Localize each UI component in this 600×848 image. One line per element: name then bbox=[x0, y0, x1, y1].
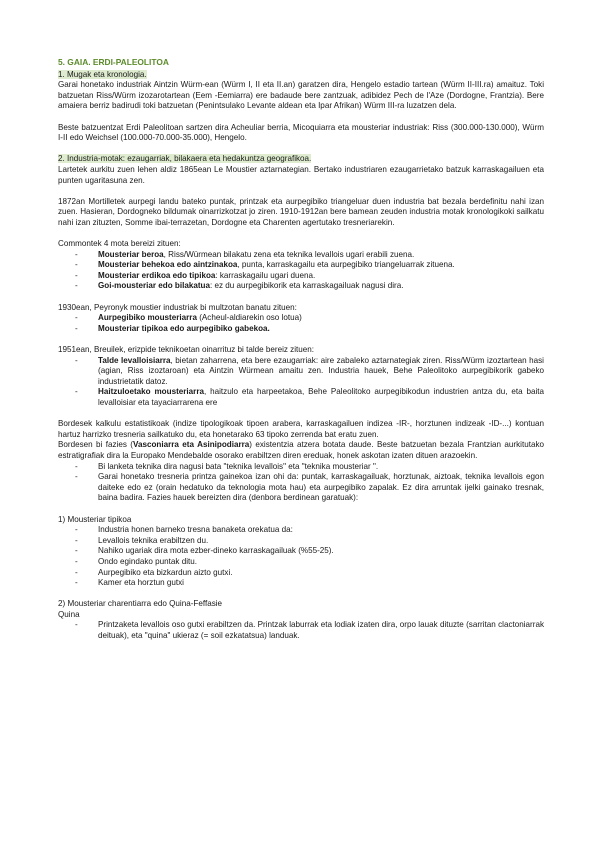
list-item: - Mousteriar tipikoa edo aurpegibiko gabekoa. bbox=[88, 324, 544, 335]
section-1-heading: 1. Mugak eta kronologia. bbox=[58, 69, 147, 79]
tipikoa-list bbox=[58, 525, 544, 589]
list-item: - Industria honen barneko tresna banaketa orekatua da: bbox=[88, 525, 544, 536]
commont-intro: Commontek 4 mota bereizi zituen: bbox=[58, 239, 181, 249]
bordes-list bbox=[58, 462, 544, 504]
quina-list bbox=[58, 620, 544, 641]
chapter-title: 5. GAIA. ERDI-PALEOLITOA bbox=[58, 57, 169, 67]
bordes-paragraph-1: Bordesek kalkulu estatistikoak (indize tipologikoak tipoen arabera, karraskagailuen indizea -IR-, horztunen indizeak -ID-...) kontuan hartuz harrizko tresneria sailkatuko du, eta honetarako 63 tipoko zerrenda bat eratu zuen. bbox=[58, 419, 544, 439]
list-item: - Mousteriar beroa, Riss/Würmean bilakatu zena eta teknika levallois ugari erabili zuena. bbox=[88, 250, 544, 261]
list-item: - Talde levalloisiarra, bietan zaharrena, eta bere ezaugarriak: aire zabaleko aztarnategiak ziren. Riss/Würm izoztartean hasi (agian, Riss izoztaroan) eta Aintzin Würmean amaitu zen. Industria hauek, Behe Paleolitoko aurpegibikorik gabeko industrietatik datoz. bbox=[88, 356, 544, 388]
list-item: - Nahiko ugariak dira mota ezber-dineko karraskagailuak (%55-25). bbox=[88, 546, 544, 557]
breuil-intro: 1951ean, Breuilek, erizpide teknikoetan oinarrituz bi talde bereiz zituen: bbox=[58, 345, 315, 355]
breuil-list bbox=[58, 356, 544, 409]
document-page bbox=[58, 57, 544, 642]
list-item: - Mousteriar behekoa edo aintzinakoa, punta, karraskagailu eta aurpegibiko triangeluarrak zituena. bbox=[88, 260, 544, 271]
list-item: - Aurpegibiko mousteriarra (Acheul-aldiarekin oso lotua) bbox=[88, 313, 544, 324]
peyrony-intro: 1930ean, Peyronyk moustier industriak bi multzotan banatu zituen: bbox=[58, 302, 297, 312]
tipikoa-heading: 1) Mousteriar tipikoa bbox=[58, 514, 132, 524]
quina-label: Quina bbox=[58, 609, 80, 619]
section-2-paragraph-1: Lartetek aurkitu zuen lehen aldiz 1865ean Le Moustier aztarnategian. Bertako industriaren ezaugarrietako batzuk karraskagailuen eta punten ugaritasuna zen. bbox=[58, 164, 544, 185]
list-item: - Levallois teknika erabiltzen du. bbox=[88, 536, 544, 547]
section-1-paragraph-1: Garai honetako industriak Aintzin Würm-ean (Würm I, II eta II.an) garatzen dira, Hengelo estadio tartean (Würm II-III.ra) amaituz. Toki batzuetan Riss/Würm izozarotartean (Eem -Eemiarra) ere badaude bere zantzuak, adibidez Pech de l'Aze (Dordogne, Frantzia). Bere amaiera berriz badirudi toki batzuetan (Penintsulako Levante aldean eta Ipar Afrikan) Würm III-ra luzatzen dela. bbox=[58, 80, 544, 111]
charentiar-heading: 2) Mousteriar charentiarra edo Quina-Feffasie bbox=[58, 599, 223, 609]
list-item: - Bi lanketa teknika dira nagusi bata "teknika levallois" eta "teknika mousteriar ". bbox=[88, 462, 544, 473]
list-item: - Goi-mousteriar edo bilakatua: ez du aurpegibikorik eta karraskagailuak nagusi dira. bbox=[88, 281, 544, 292]
peyrony-list bbox=[58, 313, 544, 334]
section-2-heading: 2. Industria-motak: ezaugarriak, bilakaera eta hedakuntza geografikoa. bbox=[58, 154, 312, 164]
list-item: - Printzaketa levallois oso gutxi erabiltzen da. Printzak laburrak eta lodiak izaten dira, orpo lauak dituzte (sarritan clactoniarrak deituak), eta "quina" ukieraz (= soil ezkatatsua) landuak. bbox=[88, 620, 544, 641]
list-item: - Ondo egindako puntak ditu. bbox=[88, 557, 544, 568]
section-1-paragraph-2: Beste batzuentzat Erdi Paleolitoan sartzen dira Acheuliar berria, Micoquiarra eta mousteriar industriak: Riss (300.000-130.000), Würm I-II edo Weichsel (100.000-70.000-35.000), Hengelo. bbox=[58, 122, 544, 143]
list-item: - Haitzuloetako mousteriarra, haitzulo eta harpeetakoa, Behe Paleolitoko aurpegibikodun industrien antza du, eta baita levalloisiar eta tayaciarrarena ere bbox=[88, 387, 544, 408]
section-2-paragraph-2: 1872an Mortilletek aurpegi landu bateko puntak, printzak eta aurpegibiko triangeluar duen industria bat bezala berdefinitu nahi izan zuen. Hasieran, Dordogneko bildumak oinarrizkotzat jo ziren. 1910-1912an bere bamean zeuden industria motak kronologikoki sailkatu nahi izan zituzten, Somme ibai-terrazetan, Dordogne eta Charenten agertutako tresneriarekin. bbox=[58, 196, 544, 227]
commont-list bbox=[58, 250, 544, 292]
list-item: - Mousteriar erdikoa edo tipikoa: karraskagailu ugari duena. bbox=[88, 271, 544, 282]
bordes-paragraph-2: Bordesen bi fazies (Vasconiarra eta Asinipodiarra) existentzia atzera botata daude. Beste batzuetan bezala Frantzian aurkitutako estratigrafiak dira la Europako Mendebalde osorako erabiltzen diren ereduak, honek askotan izaten dituen arazoekin. bbox=[58, 440, 544, 460]
list-item: - Garai honetako tresneria printza gainekoa izan ohi da: puntak, karraskagailuak, horztunak, aiztoak, teknika levallois egon daiteke edo ez (orain hedatuko da teknologia mota hau) eta aurpegibiko zapalak. Ez dira arruntak ijelki gainako tresnak, baina badira. Fazies hauek bereizten dira (denbora berdinean garatuak): bbox=[88, 472, 544, 504]
list-item: - Aurpegibiko eta bizkardun aizto gutxi. bbox=[88, 568, 544, 579]
list-item: - Kamer eta horztun gutxi bbox=[88, 578, 544, 589]
